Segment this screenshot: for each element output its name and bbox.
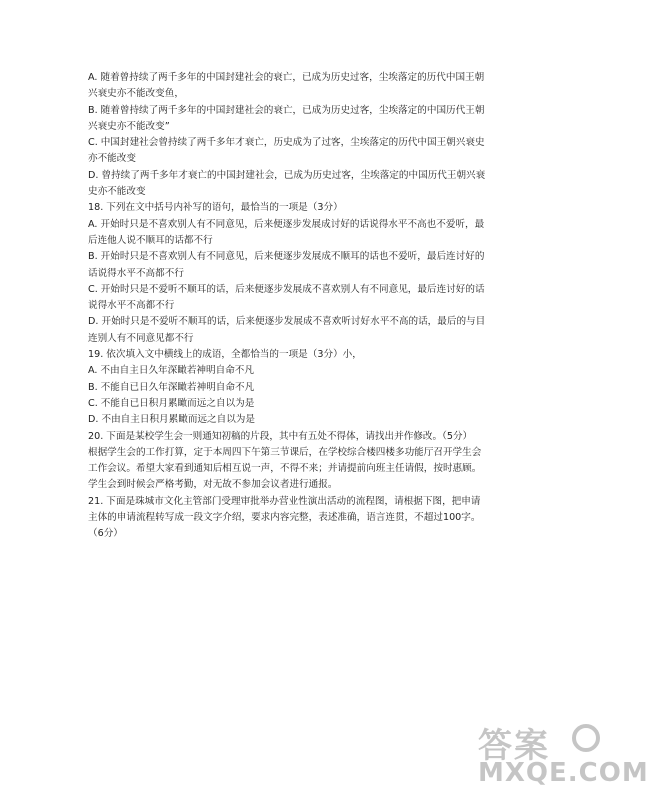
text-line: A. 开始时只是不喜欢别人有不同意见，后来便逐步发展成讨好的话说得水平不高也不爱听，最 (88, 218, 485, 230)
text-line: 亦不能改变 (88, 153, 136, 165)
text-line: 18. 下列在文中括号内补写的语句，最恰当的一项是（3分） (88, 202, 343, 214)
text-line: C. 中国封建社会曾持续了两千多年才衰亡，历史成为了过客，尘埃落定的历代中国王朝兴衰史 (88, 137, 485, 149)
text-line: C. 不能自已日积月累瞰而远之自以为是 (88, 397, 255, 409)
text-line: 说得水平不高都不行 (88, 300, 175, 312)
text-line: A. 随着曾持续了两千多年的中国封建社会的衰亡，已成为历史过客，尘埃落定的历代中国王朝 (88, 72, 485, 83)
text-line: B. 随着曾持续了两千多年的中国封建社会的衰亡，已成为历史过客，尘埃落定的中国历代王朝 (88, 104, 485, 116)
text-line: B. 开始时只是不喜欢别人有不同意见，后来便逐步发展成不顺耳的话也不爱听，最后连讨好的 (88, 251, 485, 263)
text-line: 兴衰史亦不能改变鱼， (88, 88, 184, 100)
logo-circle-mark (572, 724, 600, 752)
text-line: 工作会议。希望大家看到通知后相互说一声，不得不来；并请提前向班主任请假，按时惠顾。 (88, 463, 482, 475)
logo-bottom-text: MXQE.COM (478, 758, 649, 788)
text-line: （6分） (88, 528, 123, 540)
text-line: 21. 下面是珠城市文化主管部门受理审批举办营业性演出活动的流程图，请根据下图，把申请 (88, 495, 481, 507)
document-body (88, 70, 533, 543)
text-line: 20. 下面是某校学生会一则通知初稿的片段，其中有五处不得体，请找出并作修改。（5分） (88, 430, 473, 442)
text-line: 主体的申请流程转写成一段文字介绍，要求内容完整，表述准确，语言连贯，不超过100字。 (88, 512, 481, 524)
text-line: 话说得水平不高都不行 (88, 267, 184, 279)
text-line: D. 曾持续了两千多年才衰亡的中国封建社会，已成为历史过客，尘埃落定的中国历代王朝兴衰 (88, 169, 486, 181)
text-line: 兴衰史亦不能改变” (88, 120, 170, 132)
text-line: 19. 依次填入文中横线上的成语，全都恰当的一项是（3分）小， (88, 349, 362, 361)
text-line: A. 不由自主日久年深瞰若神明自命不凡 (88, 365, 254, 377)
text-line: 史亦不能改变 (88, 186, 146, 198)
text-line: 后连他人说不顺耳的话都不行 (88, 234, 213, 246)
text-line: D. 开始时只是不爱听不顺耳的话，后来便逐步发展成不喜欢听讨好水平不高的话，最后的与目 (88, 316, 486, 328)
text-line: 连别人有不同意见都不行 (88, 332, 194, 344)
site-logo (470, 718, 649, 788)
text-line: 学生会到时候会严格考勤，对无故不参加会议者进行通报。 (88, 479, 338, 491)
text-line: C. 开始时只是不爱听不顺耳的话，后来便逐步发展成不喜欢别人有不同意见，最后连讨好的话 (88, 283, 485, 295)
logo-top-text: 答案 (478, 726, 550, 766)
text-line: D. 不由自主日积月累瞰而远之自以为是 (88, 414, 255, 426)
text-line: B. 不能自已日久年深瞰若神明自命不凡 (88, 381, 255, 393)
text-line: 根据学生会的工作打算，定于本周四下午第三节课后，在学校综合楼四楼多功能厅召开学生会 (88, 446, 482, 458)
